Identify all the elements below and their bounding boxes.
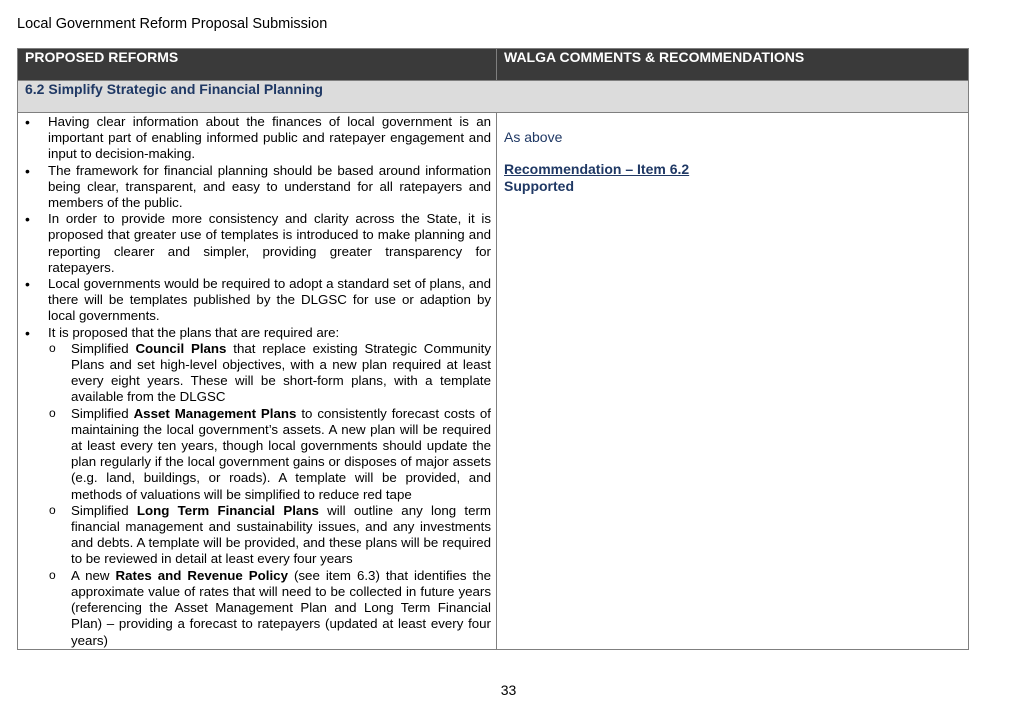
plan-item-council: o Simplified Council Plans that replace existing Strategic Community Plans and set high-level objectives, with a new plan required at least every eight years. These will be short-form plans, with a template available from the DLGSC xyxy=(48,341,491,406)
plans-sub-list xyxy=(48,341,491,649)
comment-text: As above xyxy=(504,129,563,145)
walga-comments-cell xyxy=(497,113,969,650)
header-proposed-reforms: PROPOSED REFORMS xyxy=(18,49,497,81)
reform-bullet: • Having clear information about the finances of local government is an important part of enabling informed public and ratepayer engagement and input to decision-making. xyxy=(23,114,491,163)
document-header: Local Government Reform Proposal Submission xyxy=(17,16,328,32)
plan-name: Long Term Financial Plans xyxy=(136,502,319,518)
reform-bullet-list xyxy=(23,114,491,649)
reform-bullet: • The framework for financial planning should be based around information being clear, transparent, and easy to understand for all ratepayers and members of the public. xyxy=(23,163,491,212)
recommendation-status: Supported xyxy=(504,177,574,194)
reform-bullet: • In order to provide more consistency and clarity across the State, it is proposed that greater use of templates is introduced to make planning and reporting clearer and simpler, providing greater transparency for ratepayers. xyxy=(23,211,491,276)
plan-item-asset-management: o Simplified Asset Management Plans to consistently forecast costs of maintaining the local government’s assets. A new plan will be required at least every ten years, though local governments should update the plan regularly if the local government gains or disposes of major assets (e.g. land, buildings, or roads). A template will be provided, and methods of valuations will be simplified to reduce red tape xyxy=(48,406,491,503)
plan-item-long-term-financial: o Simplified Long Term Financial Plans will outline any long term financial management and sustainability issues, and any investments and debts. A template will be provided, and these plans will be required to be reviewed in detail at least every four years xyxy=(48,503,491,568)
content-row xyxy=(18,113,969,650)
plan-name: Rates and Revenue Policy xyxy=(115,567,288,583)
reforms-table xyxy=(17,48,969,650)
recommendation-title: Recommendation – Item 6.2 xyxy=(504,161,690,178)
plan-item-rates-revenue: o A new Rates and Revenue Policy (see item 6.3) that identifies the approximate value of rates that will need to be collected in future years (referencing the Asset Management Plan and Long Term Financial Plan) – providing a forecast to ratepayers (updated at least every four years) xyxy=(48,568,491,649)
header-walga-comments: WALGA COMMENTS & RECOMMENDATIONS xyxy=(497,49,969,81)
section-row xyxy=(18,81,969,113)
table-header-row xyxy=(18,49,969,81)
reform-bullet-plans xyxy=(23,325,491,649)
section-title: 6.2 Simplify Strategic and Financial Planning xyxy=(18,81,969,113)
plans-intro: It is proposed that the plans that are required are: xyxy=(48,324,340,340)
page-number: 33 xyxy=(500,682,517,698)
plan-name: Council Plans xyxy=(135,340,227,356)
proposed-reforms-cell xyxy=(18,113,497,650)
plan-name: Asset Management Plans xyxy=(133,405,297,421)
reform-bullet: • Local governments would be required to adopt a standard set of plans, and there will be templates published by the DLGSC for use or adaption by local governments. xyxy=(23,276,491,325)
